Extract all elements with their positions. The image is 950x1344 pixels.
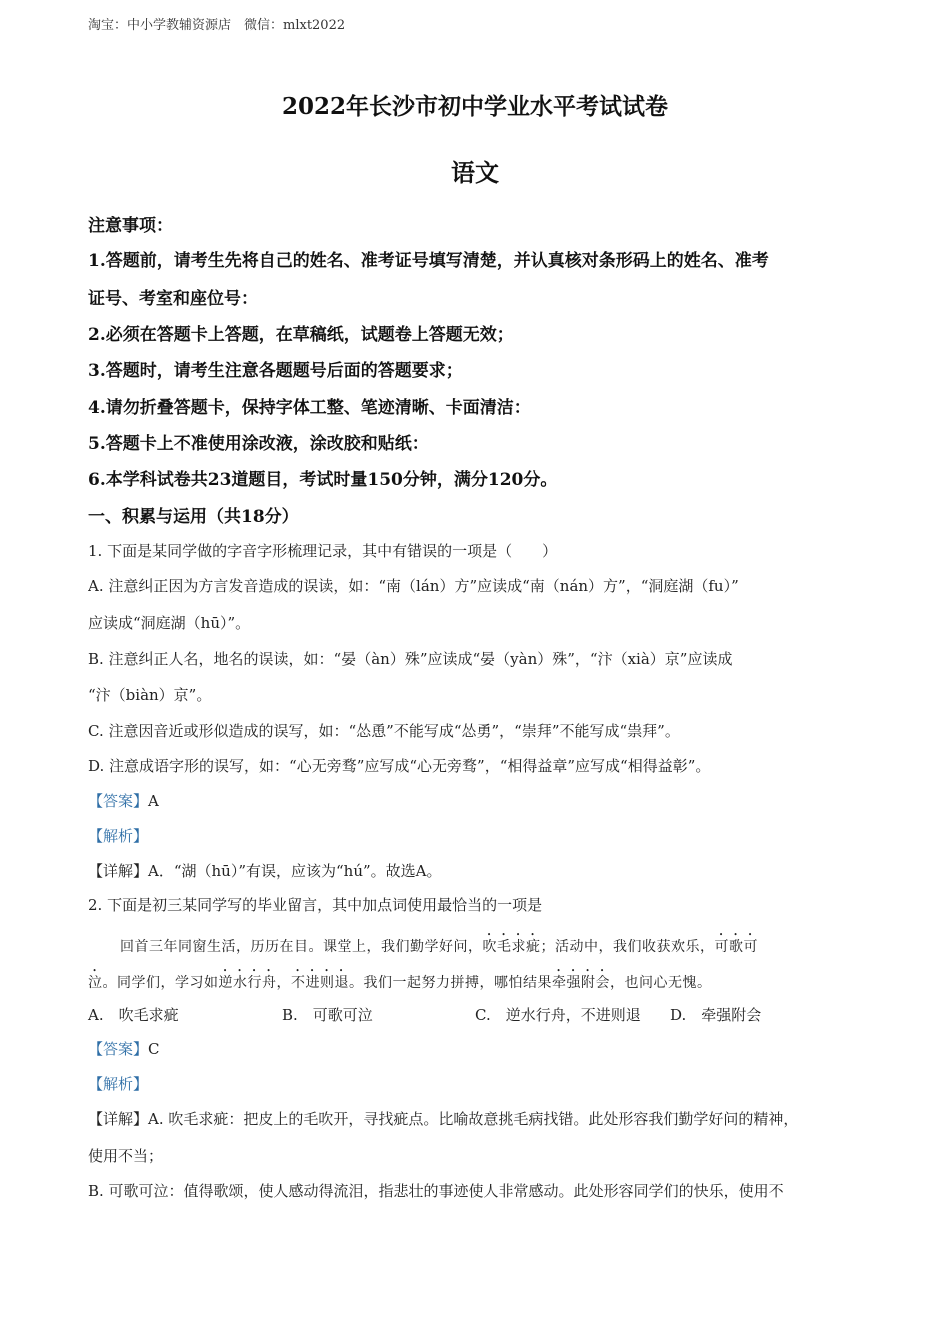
question-2-passage-cont xyxy=(88,967,888,992)
dotted-word: 吹毛求疵 xyxy=(482,939,541,955)
passage-text: ；活动中，我们收获欢乐， xyxy=(540,939,715,955)
answer-value: A xyxy=(148,792,159,810)
dotted-word: 逆水行舟，不进则退 xyxy=(218,975,349,991)
detail-tag: 【详解】 xyxy=(88,862,149,880)
question-2-stem: 2. 下面是初三某同学写的毕业留言，其中加点词使用最恰当的一项是 xyxy=(88,896,543,914)
question-2-detail xyxy=(88,1108,888,1129)
question-1-option-c: C. 注意因音近或形似造成的误写，如：“怂恿”不能写成“怂勇”，“崇拜”不能写成“祟拜”。 xyxy=(88,722,680,740)
answer-tag: 【答案】 xyxy=(88,792,149,810)
question-1-option-a: A. 注意纠正因为方言发音造成的误读，如：“南（lán）方”应读成“南（nán）方”，“洞庭湖（fu）” xyxy=(88,577,739,595)
question-1-analysis-tag: 【解析】 xyxy=(88,827,149,845)
question-1-option-d: D. 注意成语字形的误写，如：“心无旁骛”应写成“心无旁骛”，“相得益章”应写成“相得益彰”。 xyxy=(88,757,711,775)
question-1-option-b: B. 注意纠正人名，地名的误读，如：“晏（àn）殊”应读成“晏（yàn）殊”，“汴（xià）京”应读成 xyxy=(88,650,733,668)
notice-item: 2.必须在答题卡上答题，在草稿纸，试题卷上答题无效； xyxy=(88,325,514,345)
detail-text: A. 吹毛求疵：把皮上的毛吹开，寻找疵点。比喻故意挑毛病找错。此处形容我们勤学好问的精神， xyxy=(148,1110,799,1128)
answer-tag: 【答案】 xyxy=(88,1040,149,1058)
notice-item: 4.请勿折叠答题卡，保持字体工整、笔迹清晰、卡面清洁： xyxy=(88,398,531,418)
answer-value: C xyxy=(148,1040,160,1058)
passage-text: 。同学们，学习如 xyxy=(102,975,219,991)
detail-text: A．“湖（hū）”有误，应该为“hú”。故选A。 xyxy=(148,862,442,880)
question-2-detail-b: B. 可歌可泣：值得歌颂，使人感动得流泪，指悲壮的事迹使人非常感动。此处形容同学们的快乐，使用不 xyxy=(88,1182,784,1200)
question-2-analysis-tag: 【解析】 xyxy=(88,1075,149,1093)
question-1-answer xyxy=(88,790,888,811)
question-2-answer xyxy=(88,1038,888,1059)
notice-item: 5.答题卡上不准使用涂改液，涂改胶和贴纸： xyxy=(88,434,429,454)
question-1-stem: 1. 下面是某同学做的字音字形梳理记录，其中有错误的一项是（ ） xyxy=(88,542,558,560)
page-title: 2022年长沙市初中学业水平考试试卷 xyxy=(281,93,668,120)
page-header: 淘宝：中小学教辅资源店 微信：mlxt2022 xyxy=(88,18,346,33)
passage-text: 回首三年同窗生活，历历在目。课堂上，我们勤学好问， xyxy=(120,939,483,955)
notice-item: 3.答题时，请考生注意各题题号后面的答题要求； xyxy=(88,361,463,381)
question-2-option-b: B. 可歌可泣 xyxy=(282,1006,373,1024)
question-1-option-b-cont: “汴（biàn）京”。 xyxy=(88,686,212,704)
notice-heading: 注意事项： xyxy=(88,216,173,236)
notice-item: 证号、考室和座位号： xyxy=(88,289,258,309)
question-2-passage xyxy=(120,931,890,956)
question-1-option-a-cont: 应读成“洞庭湖（hū）”。 xyxy=(88,614,251,632)
dotted-word: 泣 xyxy=(88,975,103,991)
question-2-detail-cont: 使用不当； xyxy=(88,1147,164,1165)
dotted-word: 牵强附会 xyxy=(552,975,610,991)
question-2-option-a: A. 吹毛求疵 xyxy=(88,1006,179,1024)
question-1-detail xyxy=(88,860,888,881)
detail-tag: 【详解】 xyxy=(88,1110,149,1128)
passage-text: 。我们一起努力拼搏，哪怕结果 xyxy=(349,975,552,991)
notice-item: 6.本学科试卷共23道题目，考试时量150分钟，满分120分。 xyxy=(88,470,558,490)
section-heading: 一、积累与运用（共18分） xyxy=(88,507,299,527)
question-2-option-d: D. 牵强附会 xyxy=(670,1006,762,1024)
subject-title: 语文 xyxy=(451,158,499,187)
dotted-word: 可歌可 xyxy=(714,939,758,955)
notice-item: 1.答题前，请考生先将自己的姓名、准考证号填写清楚，并认真核对条形码上的姓名、准考 xyxy=(88,251,769,271)
question-2-option-c: C. 逆水行舟，不进则退 xyxy=(475,1006,641,1024)
passage-text: ，也问心无愧。 xyxy=(610,975,712,991)
